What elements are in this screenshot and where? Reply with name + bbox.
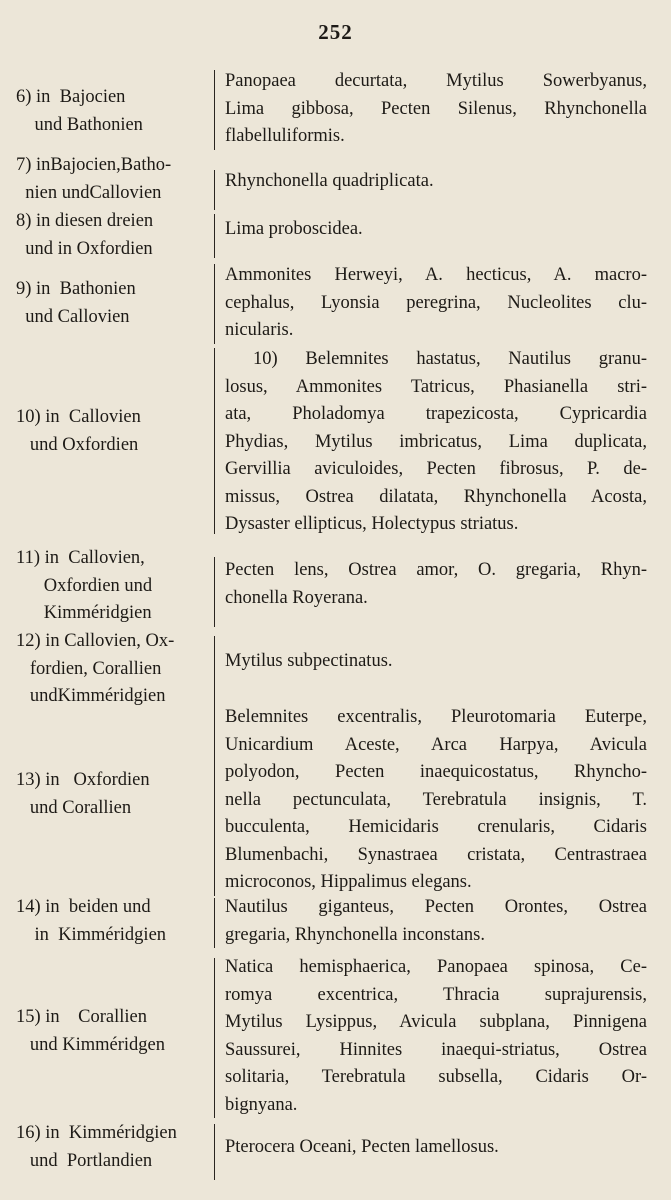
stage-label [16,767,214,822]
stage-label-line: 8) in diesen dreien [16,211,154,231]
species-line: 10) Belemnites hastatus, Nautilus granu- [253,349,647,369]
stage-label-line: 7) inBajocien,Batho- [16,155,172,175]
brace-divider [214,958,217,1118]
species-list [225,648,647,676]
stage-label-line: und Oxfordien [16,434,139,455]
species-line: Mytilus Lysippus, Avicula subplana, Pinnigena [225,1012,647,1032]
brace-divider [214,636,217,710]
species-line: nella pectunculata, Terebratula insignis, T. [225,789,647,810]
species-line: flabelluliformis. [225,126,345,146]
species-line: Blumenbachi, Synastraea cristata, Centrastraea [225,844,647,865]
species-line: nicularis. [225,320,294,340]
brace-divider [214,898,217,948]
species-list [225,557,647,612]
stage-label-line: 13) in Oxfordien [16,770,150,790]
species-list [225,262,647,345]
stage-label-line: Oxfordien und [16,575,153,596]
brace-divider [214,710,217,896]
stage-label-line: und in Oxfordien [16,238,153,259]
page-number: 252 [318,20,353,44]
species-line: Pecten lens, Ostrea amor, O. gregaria, Rhyn- [225,560,647,580]
stage-label-line: und Portlandien [16,1150,153,1171]
stage-label-line: 10) in Callovien [16,407,141,427]
brace-divider [214,348,217,534]
species-line: bignyana. [225,1094,298,1115]
species-line: Pterocera Oceani, Pecten lamellosus. [225,1137,499,1157]
species-list [225,216,647,244]
brace-divider [214,170,217,210]
species-line: Belemnites excentralis, Pleurotomaria Euterpe, [225,707,647,727]
stage-label-line: nien undCallovien [16,182,162,203]
species-list [225,1134,647,1162]
stage-label-line: in Kimméridgien [16,924,167,945]
species-list [225,704,647,897]
species-line: Nautilus giganteus, Pecten Orontes, Ostrea [225,897,647,917]
stage-label-line: 6) in Bajocien [16,87,126,107]
stage-label-line: Kimméridgien [16,603,152,623]
species-line: gregaria, Rhynchonella inconstans. [225,924,485,945]
species-line: polyodon, Pecten inaequicostatus, Rhyncho- [225,762,647,782]
species-line: cephalus, Lyonsia peregrina, Nucleolites clu- [225,292,647,313]
species-list [225,168,647,196]
stage-label [16,1120,214,1175]
species-list [225,346,647,539]
species-line: Phydias, Mytilus imbricatus, Lima duplicata, [225,431,647,452]
stage-label-line: undKimméridgien [16,686,166,706]
stage-label-line: und Corallien [16,797,132,818]
stage-label-line: 14) in beiden und [16,897,151,917]
stage-label-line: 16) in Kimméridgien [16,1123,177,1143]
species-line: romya excentrica, Thracia suprajurensis, [225,984,647,1005]
stage-label-line: 15) in Corallien [16,1007,148,1027]
stage-label-line: fordien, Corallien [16,658,162,679]
species-line: Dysaster ellipticus, Holectypus striatus. [225,514,519,534]
species-list [225,68,647,151]
stage-label-line: 9) in Bathonien [16,279,136,299]
brace-divider [214,70,217,150]
stage-label [16,84,214,139]
species-line: Ammonites Herweyi, A. hecticus, A. macro- [225,265,647,285]
species-list [225,894,647,949]
species-line: Mytilus subpectinatus. [225,651,393,671]
species-line: ata, Pholadomya trapezicosta, Cypricardia [225,404,647,424]
species-line: Lima gibbosa, Pecten Silenus, Rhynchonella [225,98,647,119]
brace-divider [214,1124,217,1180]
species-line: Lima proboscidea. [225,219,363,239]
species-line: missus, Ostrea dilatata, Rhynchonella Acosta, [225,486,647,507]
brace-divider [214,557,217,627]
species-line: losus, Ammonites Tatricus, Phasianella stri- [225,376,647,397]
stage-label-line: und Callovien [16,306,130,327]
stage-label-line: und Kimméridgen [16,1034,166,1055]
species-line: microconos, Hippalimus elegans. [225,872,472,892]
stage-label [16,152,214,207]
species-line: Saussurei, Hinnites inaequi-striatus, Ostrea [225,1039,647,1060]
species-list [225,954,647,1119]
brace-divider [214,264,217,344]
stage-label [16,545,214,628]
stage-label-line: 11) in Callovien, [16,548,145,568]
stage-label [16,276,214,331]
species-line: Panopaea decurtata, Mytilus Sowerbyanus, [225,71,647,91]
species-line: Gervillia aviculoides, Pecten fibrosus, P. de- [225,459,647,479]
species-line: Natica hemisphaerica, Panopaea spinosa, Ce- [225,957,647,977]
species-line: Unicardium Aceste, Arca Harpya, Avicula [225,734,647,755]
species-line: Rhynchonella quadriplicata. [225,171,434,191]
species-line: chonella Royerana. [225,587,368,608]
stage-label [16,628,214,711]
species-line: solitaria, Terebratula subsella, Cidaris Or- [225,1067,647,1087]
stage-label [16,404,214,459]
stage-label [16,208,214,263]
brace-divider [214,214,217,258]
stage-label [16,1004,214,1059]
stage-label [16,894,214,949]
stage-label-line: und Bathonien [16,114,143,135]
species-line: bucculenta, Hemicidaris crenularis, Cidaris [225,817,647,837]
stage-label-line: 12) in Callovien, Ox- [16,631,175,651]
